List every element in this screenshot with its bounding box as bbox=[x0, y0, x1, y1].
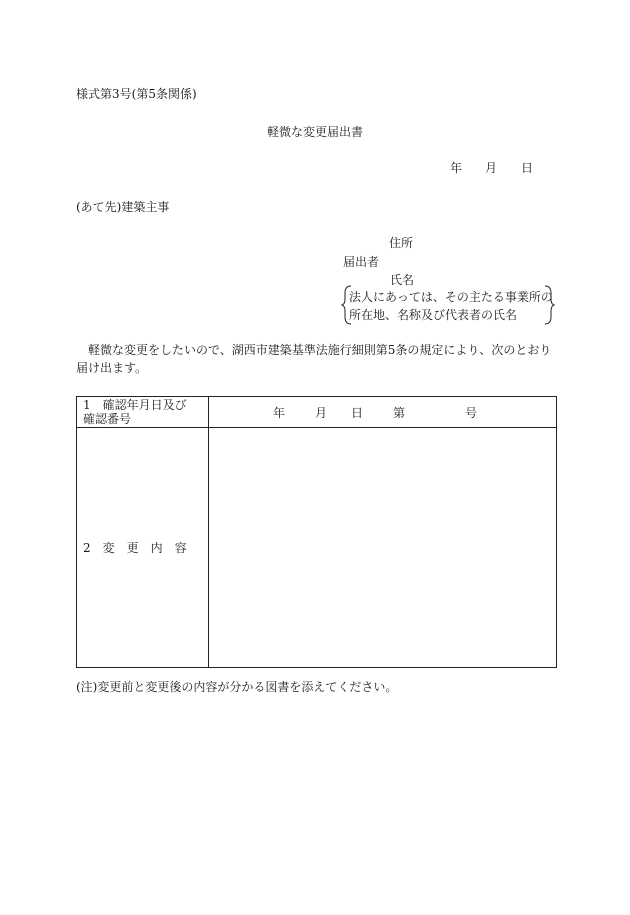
confirmation-year-label: 年 bbox=[273, 406, 286, 420]
confirmation-label-line1: 1 確認年月日及び bbox=[83, 398, 187, 412]
confirmation-day-label: 日 bbox=[351, 406, 364, 420]
name-label: 氏名 bbox=[390, 273, 415, 287]
footnote: (注)変更前と変更後の内容が分かる図書を添えてください。 bbox=[76, 680, 398, 694]
change-content-label: 2 変 更 内 容 bbox=[83, 541, 187, 555]
document-title: 軽微な変更届出書 bbox=[266, 125, 363, 139]
change-content-value-cell[interactable] bbox=[209, 428, 557, 668]
form-number: 様式第3号(第5条関係) bbox=[76, 87, 197, 101]
body-paragraph: 軽微な変更をしたいので、湖西市建築基準法施行細則第5条の規定により、次のとおり届け出ます。 bbox=[76, 343, 552, 375]
addressee: (あて先)建築主事 bbox=[76, 200, 170, 214]
change-content-label-cell bbox=[77, 428, 209, 668]
corporate-note-line2: 所在地、名称及び代表者の氏名 bbox=[349, 308, 518, 322]
confirmation-value-cell[interactable] bbox=[209, 397, 557, 428]
table-row-confirmation bbox=[77, 397, 557, 428]
table-row-change-content bbox=[77, 428, 557, 668]
applicant-label: 届出者 bbox=[343, 255, 380, 269]
confirmation-dai-label: 第 bbox=[393, 406, 406, 420]
date-day-label: 日 bbox=[521, 161, 534, 175]
confirmation-month-label: 月 bbox=[315, 406, 328, 420]
date-year-label: 年 bbox=[450, 161, 463, 175]
confirmation-go-label: 号 bbox=[465, 406, 478, 420]
confirmation-label-line2: 確認番号 bbox=[83, 412, 132, 426]
corporate-note-line1: 法人にあっては、その主たる事業所の bbox=[349, 290, 553, 304]
confirmation-label-cell bbox=[77, 397, 209, 428]
notification-table bbox=[76, 396, 557, 668]
address-label: 住所 bbox=[389, 236, 414, 250]
date-month-label: 月 bbox=[485, 161, 498, 175]
